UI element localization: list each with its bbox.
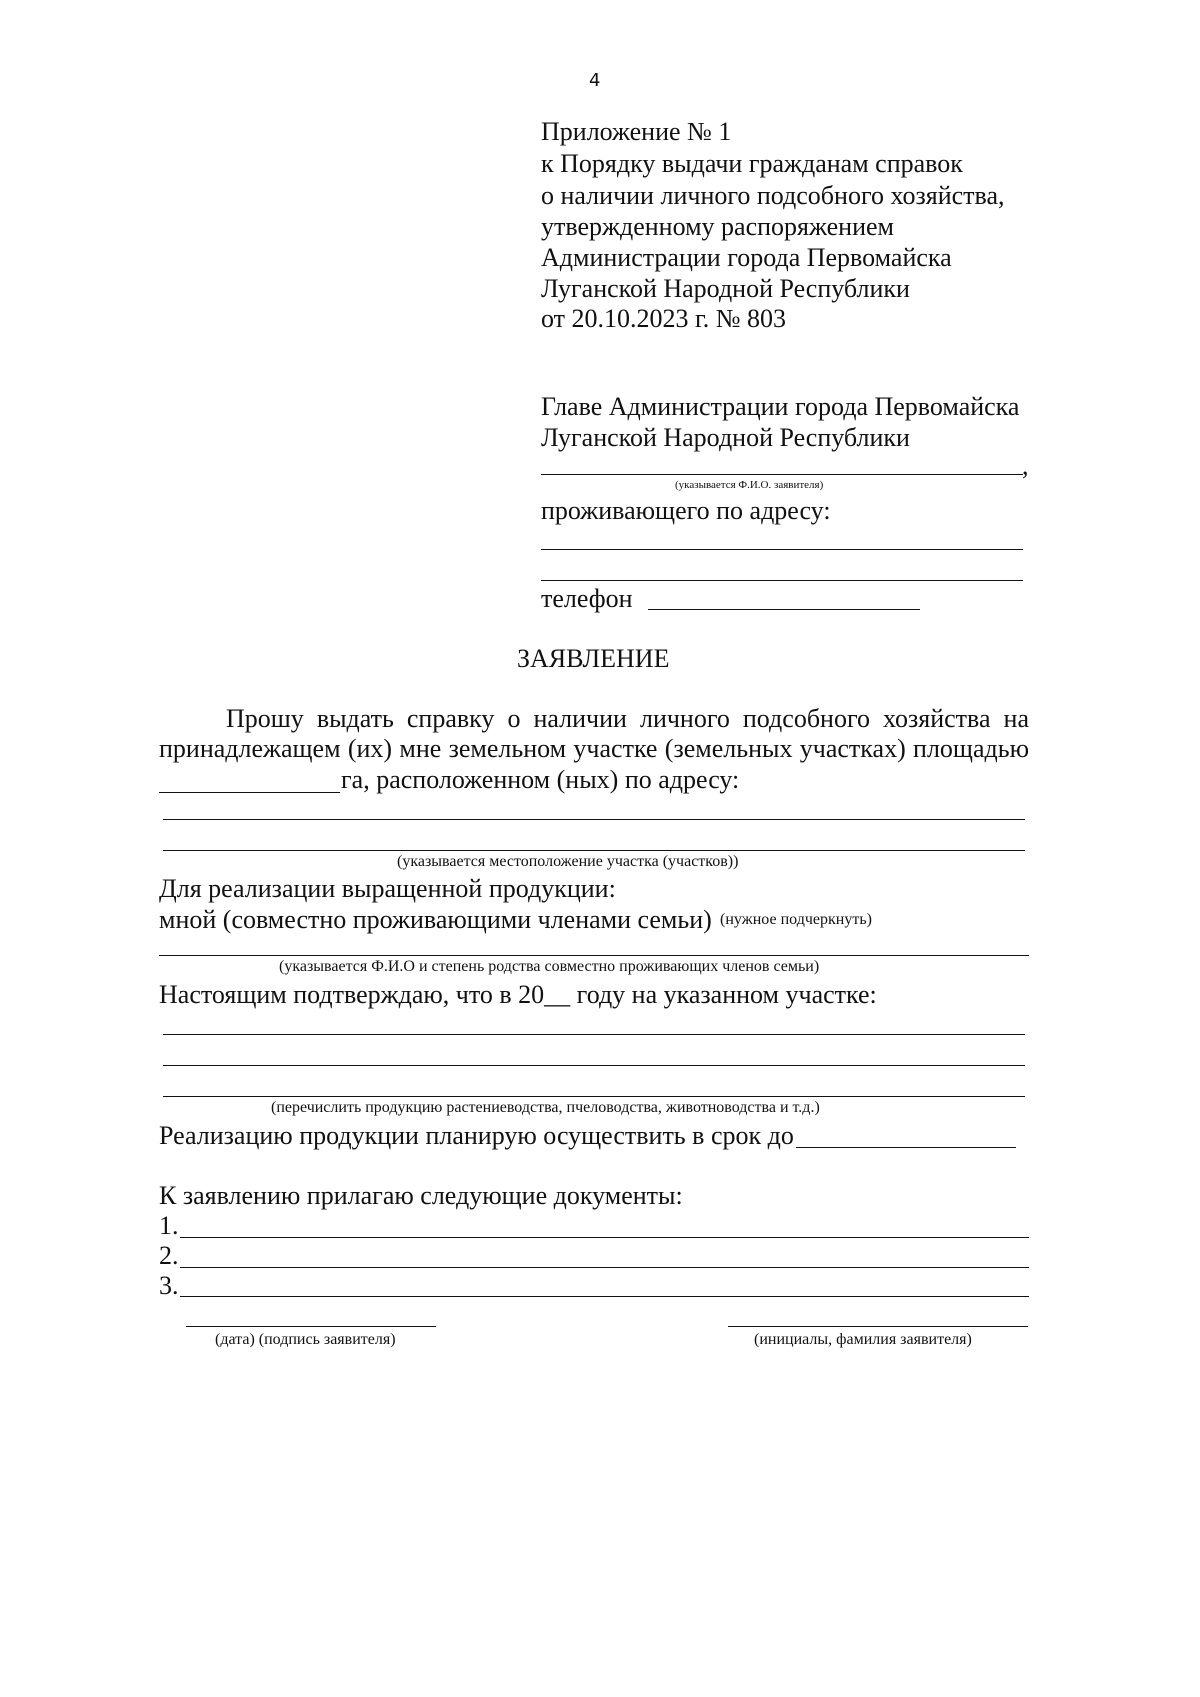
- location-input-line-1[interactable]: [163, 819, 1025, 820]
- name-signature-line[interactable]: [728, 1326, 1028, 1327]
- phone-input-line[interactable]: [648, 609, 920, 610]
- appendix-line-5: Администрации города Первомайска: [541, 243, 952, 272]
- doc-number-3: 3.: [159, 1271, 179, 1300]
- residing-label: проживающего по адресу:: [541, 496, 831, 525]
- doc-input-line-1[interactable]: [180, 1237, 1029, 1238]
- fio-input-line[interactable]: [541, 474, 1023, 475]
- date-signature-line[interactable]: [186, 1326, 436, 1327]
- date-signature-hint: (дата) (подпись заявителя): [215, 1331, 396, 1348]
- fio-hint: (указывается Ф.И.О. заявителя): [675, 479, 824, 491]
- appendix-line-1: Приложение № 1: [541, 117, 732, 146]
- products-input-line-1[interactable]: [163, 1034, 1025, 1035]
- doc-number-2: 2.: [159, 1241, 179, 1270]
- appendix-line-7: от 20.10.2023 г. № 803: [541, 304, 787, 333]
- family-input-line[interactable]: [159, 955, 1029, 956]
- location-hint: (указывается местоположение участка (участков)): [397, 853, 739, 870]
- addressee-line-1: Главе Администрации города Первомайска: [541, 392, 1020, 421]
- address-input-line-2[interactable]: [541, 580, 1023, 581]
- area-input-line[interactable]: [159, 792, 340, 793]
- appendix-line-6: Луганской Народной Республики: [541, 274, 910, 303]
- products-input-line-2[interactable]: [163, 1065, 1025, 1066]
- products-hint: (перечислить продукцию растениеводства, пчеловодства, животноводства и т.д.): [271, 1099, 820, 1116]
- name-signature-hint: (инициалы, фамилия заявителя): [754, 1331, 972, 1348]
- doc-input-line-2[interactable]: [180, 1267, 1029, 1268]
- request-line-3: га, расположенном (ных) по адресу:: [341, 765, 740, 794]
- confirm-label: Настоящим подтверждаю, что в 20__ году на указанном участке:: [159, 980, 877, 1009]
- address-input-line-1[interactable]: [541, 549, 1023, 550]
- plan-date-input-line[interactable]: [796, 1147, 1016, 1148]
- addressee-line-2: Луганской Народной Республики: [541, 423, 910, 452]
- request-line-1: Прошу выдать справку о наличии личного подсобного хозяйства на: [226, 704, 1029, 733]
- fio-comma: ,: [1022, 451, 1029, 480]
- doc-input-line-3[interactable]: [180, 1296, 1029, 1297]
- location-input-line-2[interactable]: [163, 850, 1025, 851]
- doc-number-1: 1.: [159, 1211, 179, 1240]
- by-me-label: мной (совместно проживающими членами семьи): [159, 905, 712, 934]
- appendix-line-4: утвержденному распоряжением: [541, 212, 894, 241]
- attach-label: К заявлению прилагаю следующие документы:: [159, 1181, 683, 1210]
- page-number: 4: [589, 70, 601, 91]
- document-title: ЗАЯВЛЕНИЕ: [517, 644, 670, 673]
- appendix-line-3: о наличии личного подсобного хозяйства,: [541, 181, 1005, 210]
- phone-label: телефон: [541, 584, 633, 613]
- realization-label: Для реализации выращенной продукции:: [159, 874, 616, 903]
- family-hint: (указывается Ф.И.О и степень родства совместно проживающих членов семьи): [279, 958, 820, 975]
- products-input-line-3[interactable]: [163, 1096, 1025, 1097]
- underline-hint: (нужное подчеркнуть): [720, 911, 872, 928]
- request-line-2: принадлежащем (их) мне земельном участке (земельных участках) площадью: [159, 734, 1029, 763]
- appendix-line-2: к Порядку выдачи гражданам справок: [541, 149, 963, 178]
- plan-label: Реализацию продукции планирую осуществить в срок до: [159, 1121, 794, 1150]
